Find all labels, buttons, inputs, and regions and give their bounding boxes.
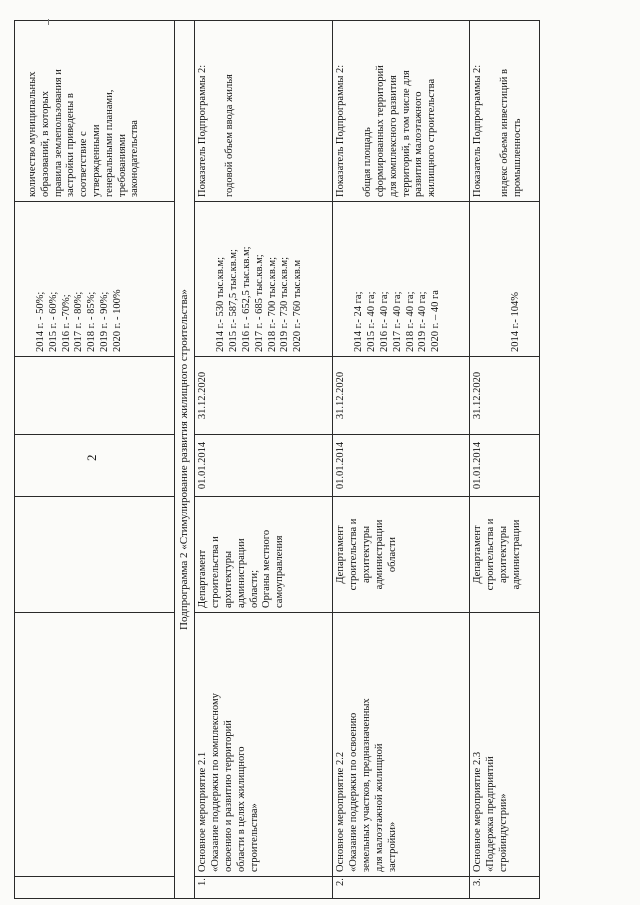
end-date: 31.12.2020 bbox=[195, 357, 333, 435]
target-values-cell: 2014 г.- 24 га; 2015 г.- 40 га; 2016 г.- 40 га; 2017 г.- 40 га; 2018 г.- 40 га; 2019 г.- 40 га; 2020 г. – 40 га bbox=[333, 202, 470, 357]
indicator-cell: Показатель Подпрограммы 2: годовой объем ввода жилья bbox=[195, 21, 333, 202]
event-cell: Основное мероприятие 2.3 «Поддержка предприятий стройиндустрии» bbox=[470, 613, 540, 877]
table-row bbox=[333, 21, 470, 899]
target-values-cell: 2014 г.- 104% bbox=[470, 202, 540, 357]
target-values-cell: 2014 г.- 530 тыс.кв.м; 2015 г.- 587,5 тыс.кв.м; 2016 г. - 652,5 тыс.кв.м; 2017 г. - 685 тыс.кв.м; 2018 г.- 700 тыс.кв.м; 2019 г.- 730 тыс.кв.м; 2020 г.- 760 тыс.кв.м bbox=[195, 202, 333, 357]
executor-cell: Департамент строительства и архитектуры администрации области; Органы местного самоуправления bbox=[195, 497, 333, 613]
indicator-cell: Показатель Подпрограммы 2: индекс объема инвестиций в промышленность bbox=[470, 21, 540, 202]
table-row bbox=[470, 21, 540, 899]
indicator-cell: Показатель Подпрограммы 2: общая площадь сформированных территорий для комплексного развития территорий, в том числе для развития малоэтажного жилищного строительства bbox=[333, 21, 470, 202]
end-date: 31.12.2020 bbox=[470, 357, 540, 435]
indicator-cell: количество муниципальных образований, в которых правила землепользования и застройки приведены в соответствие с утвержденными генеральными планами, требованиями законодательства bbox=[15, 21, 175, 202]
event-cell: Основное мероприятие 2.2 «Оказание поддержки по освоению земельных участков, предназначенных для малоэтажной жилищной застройки» bbox=[333, 613, 470, 877]
start-date: 01.01.2014 bbox=[470, 435, 540, 497]
section-header-row bbox=[175, 21, 195, 899]
end-date: 31.12.2020 bbox=[333, 357, 470, 435]
target-values-cell: 2014 г. - 50%; 2015 г. - 60%; 2016 г. -70%; 2017 г. - 80%; 2018 г. - 85%; 2019 г. - 90%; 2020 г. - 100% bbox=[15, 202, 175, 357]
start-date: 01.01.2014 bbox=[195, 435, 333, 497]
start-date: 01.01.2014 bbox=[333, 435, 470, 497]
row-number: 1. bbox=[195, 877, 333, 899]
table-row bbox=[195, 21, 333, 899]
row-number: 3. bbox=[470, 877, 540, 899]
page-number: 2 bbox=[84, 454, 99, 461]
table-row-top bbox=[15, 21, 175, 899]
row-number: 2. bbox=[333, 877, 470, 899]
program-table bbox=[14, 20, 540, 899]
executor-cell: Департамент строительства и архитектуры администрации области bbox=[333, 497, 470, 613]
event-cell: Основное мероприятие 2.1 «Оказание поддержки по комплексному освоению и развитию территорий области в целях жилищного строительства» bbox=[195, 613, 333, 877]
executor-cell: Департамент строительства и архитектуры администрации bbox=[470, 497, 540, 613]
scan-mark bbox=[48, 19, 49, 25]
section-title: Подпрограмма 2 «Стимулирование развития жилищного строительства» bbox=[175, 21, 195, 899]
